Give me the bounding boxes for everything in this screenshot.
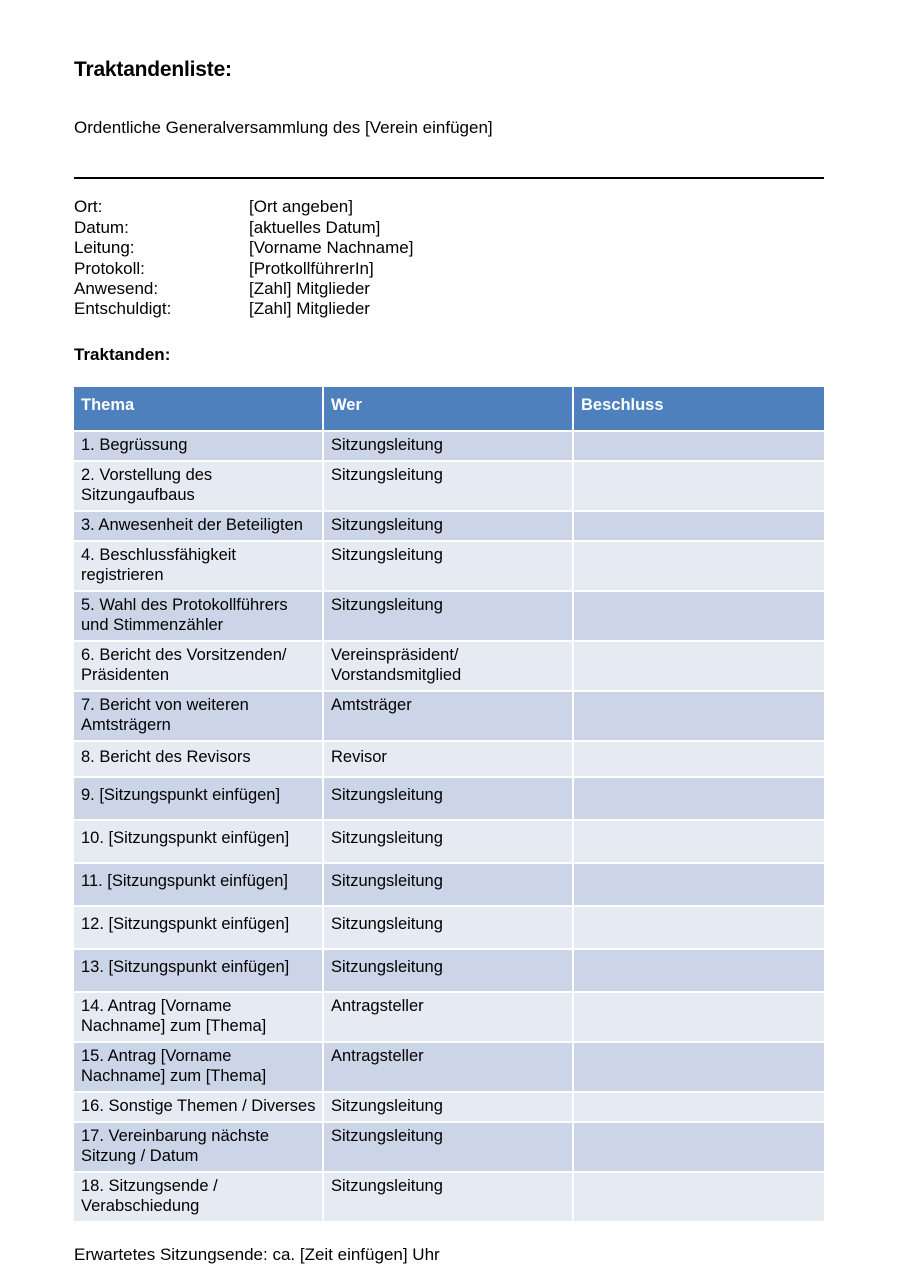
cell-beschluss[interactable] (574, 642, 824, 692)
cell-beschluss[interactable] (574, 462, 824, 512)
cell-thema: 12. [Sitzungspunkt einfügen] (74, 907, 324, 950)
meta-value-ort: [Ort angeben] (249, 197, 353, 217)
cell-beschluss[interactable] (574, 592, 824, 642)
table-row (74, 950, 824, 993)
cell-thema: 9. [Sitzungspunkt einfügen] (74, 778, 324, 821)
table-row (74, 692, 824, 742)
cell-thema: 1. Begrüssung (74, 432, 324, 462)
table-row (74, 1093, 824, 1123)
cell-beschluss[interactable] (574, 692, 824, 742)
cell-wer: Antragsteller (324, 1043, 574, 1093)
cell-thema: 8. Bericht des Revisors (74, 742, 324, 778)
cell-wer: Antragsteller (324, 993, 574, 1043)
cell-wer: Sitzungsleitung (324, 1173, 574, 1223)
cell-beschluss[interactable] (574, 864, 824, 907)
cell-wer: Sitzungsleitung (324, 462, 574, 512)
cell-thema: 10. [Sitzungspunkt einfügen] (74, 821, 324, 864)
cell-beschluss[interactable] (574, 821, 824, 864)
meta-value-entschuldigt: [Zahl] Mitglieder (249, 299, 370, 319)
section-heading-traktanden: Traktanden: (74, 344, 171, 364)
cell-wer: Sitzungsleitung (324, 432, 574, 462)
cell-beschluss[interactable] (574, 1123, 824, 1173)
cell-beschluss[interactable] (574, 1043, 824, 1093)
table-row (74, 592, 824, 642)
column-header-beschluss: Beschluss (574, 387, 824, 432)
cell-thema: 3. Anwesenheit der Beteiligten (74, 512, 324, 542)
cell-thema: 13. [Sitzungspunkt einfügen] (74, 950, 324, 993)
table-row (74, 642, 824, 692)
meta-value-protokoll: [ProtkollführerIn] (249, 258, 374, 278)
meta-value-leitung: [Vorname Nachname] (249, 238, 414, 258)
meta-label-anwesend: Anwesend: (74, 279, 159, 299)
cell-thema: 14. Antrag [Vorname Nachname] zum [Thema] (74, 993, 324, 1043)
meta-value-anwesend: [Zahl] Mitglieder (249, 279, 370, 299)
meta-row-entschuldigt (74, 299, 824, 319)
footer-note: Erwartetes Sitzungsende: ca. [Zeit einfügen] Uhr (74, 1245, 440, 1265)
cell-beschluss[interactable] (574, 742, 824, 778)
cell-thema: 18. Sitzungsende / Verabschiedung (74, 1173, 324, 1223)
table-row (74, 821, 824, 864)
meta-label-leitung: Leitung: (74, 238, 135, 258)
cell-thema: 15. Antrag [Vorname Nachname] zum [Thema] (74, 1043, 324, 1093)
document-subtitle: Ordentliche Generalversammlung des [Verein einfügen] (74, 118, 493, 138)
cell-beschluss[interactable] (574, 542, 824, 592)
cell-wer: Sitzungsleitung (324, 864, 574, 907)
table-header-row (74, 387, 824, 432)
document-content (74, 0, 824, 1266)
cell-thema: 4. Beschlussfähigkeit registrieren (74, 542, 324, 592)
meta-value-datum: [aktuelles Datum] (249, 217, 381, 237)
agenda-table-header (74, 387, 824, 432)
cell-wer: Amtsträger (324, 692, 574, 742)
cell-thema: 5. Wahl des Protokollführers und Stimmenzähler (74, 592, 324, 642)
cell-wer: Sitzungsleitung (324, 542, 574, 592)
meta-label-entschuldigt: Entschuldigt: (74, 299, 172, 319)
table-row (74, 432, 824, 462)
header-divider (74, 177, 824, 179)
meeting-metadata (74, 197, 824, 319)
table-row (74, 907, 824, 950)
table-row (74, 1043, 824, 1093)
table-row (74, 542, 824, 592)
meta-row-anwesend (74, 279, 824, 299)
table-row (74, 1173, 824, 1223)
table-row (74, 993, 824, 1043)
cell-thema: 2. Vorstellung des Sitzungaufbaus (74, 462, 324, 512)
cell-beschluss[interactable] (574, 907, 824, 950)
cell-thema: 11. [Sitzungspunkt einfügen] (74, 864, 324, 907)
column-header-thema: Thema (74, 387, 324, 432)
cell-wer: Sitzungsleitung (324, 1123, 574, 1173)
table-row (74, 778, 824, 821)
cell-beschluss[interactable] (574, 993, 824, 1043)
table-row (74, 864, 824, 907)
cell-beschluss[interactable] (574, 432, 824, 462)
cell-wer: Sitzungsleitung (324, 592, 574, 642)
meta-label-datum: Datum: (74, 217, 129, 237)
cell-wer: Sitzungsleitung (324, 907, 574, 950)
cell-wer: Sitzungsleitung (324, 778, 574, 821)
table-row (74, 1123, 824, 1173)
cell-wer: Sitzungsleitung (324, 512, 574, 542)
cell-beschluss[interactable] (574, 778, 824, 821)
agenda-table (74, 387, 824, 1223)
cell-wer: Revisor (324, 742, 574, 778)
table-row (74, 512, 824, 542)
cell-thema: 17. Vereinbarung nächste Sitzung / Datum (74, 1123, 324, 1173)
meta-label-protokoll: Protokoll: (74, 258, 145, 278)
meta-row-ort (74, 197, 824, 217)
meta-label-ort: Ort: (74, 197, 103, 217)
cell-beschluss[interactable] (574, 950, 824, 993)
cell-beschluss[interactable] (574, 512, 824, 542)
cell-thema: 6. Bericht des Vorsitzenden/ Präsidenten (74, 642, 324, 692)
cell-beschluss[interactable] (574, 1173, 824, 1223)
page-title: Traktandenliste: (74, 58, 232, 81)
agenda-table-body (74, 432, 824, 1223)
cell-beschluss[interactable] (574, 1093, 824, 1123)
table-row (74, 742, 824, 778)
cell-wer: Sitzungsleitung (324, 1093, 574, 1123)
cell-thema: 16. Sonstige Themen / Diverses (74, 1093, 324, 1123)
meta-row-protokoll (74, 259, 824, 279)
table-row (74, 462, 824, 512)
cell-thema: 7. Bericht von weiteren Amtsträgern (74, 692, 324, 742)
column-header-wer: Wer (324, 387, 574, 432)
cell-wer: Sitzungsleitung (324, 950, 574, 993)
meta-row-leitung (74, 238, 824, 258)
meta-row-datum (74, 218, 824, 238)
cell-wer: Sitzungsleitung (324, 821, 574, 864)
cell-wer: Vereinspräsident/ Vorstandsmitglied (324, 642, 574, 692)
